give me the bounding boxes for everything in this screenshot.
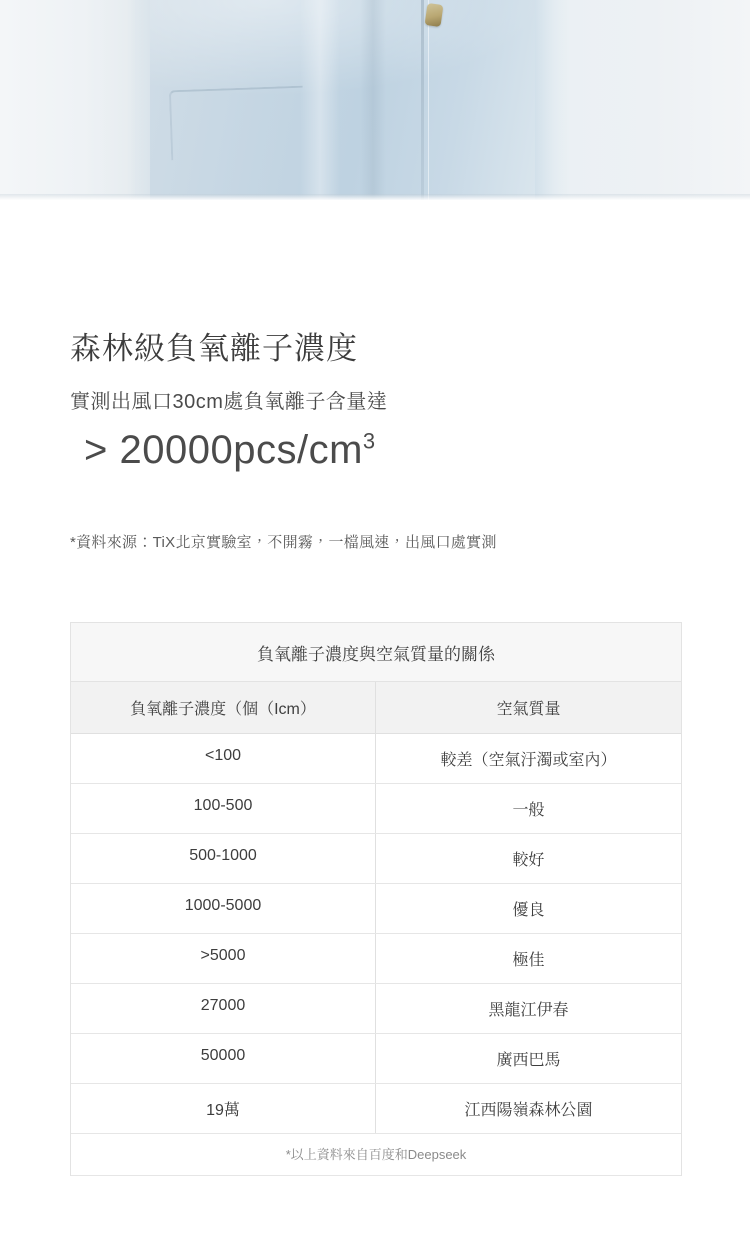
table-cell-quality: 江西陽嶺森林公園 <box>464 1102 593 1120</box>
table-cell-quality: 優良 <box>512 902 545 920</box>
ion-concentration-table <box>70 622 682 1176</box>
table-row <box>71 1084 681 1134</box>
garment-pocket <box>169 86 305 161</box>
table-cell-quality: 黑龍江伊春 <box>488 1002 569 1020</box>
garment-seam <box>421 0 424 200</box>
table-cell-concentration: 1000-5000 <box>71 884 376 933</box>
table-row <box>71 934 681 984</box>
source-note: *資料來源：TiX北京實驗室，不開霧，一檔風速，出風口處實測 <box>70 534 497 552</box>
table-header-cell-0: 負氧離子濃度（個（Icm） <box>71 682 376 733</box>
table-row <box>71 834 681 884</box>
table-cell-quality: 較好 <box>512 852 545 870</box>
subtitle: 實測出風口30cm處負氧離子含量達 <box>70 391 388 414</box>
table-cell-quality: 廣西巴馬 <box>496 1052 561 1070</box>
table-cell-concentration: 50000 <box>71 1034 376 1083</box>
table-row <box>71 1034 681 1084</box>
table-cell-concentration: <100 <box>71 734 376 783</box>
table-header-cell-1: 空氣質量 <box>496 701 561 719</box>
big-value-text: > 20000pcs/cm <box>84 428 363 473</box>
hero-image <box>0 0 750 200</box>
table-cell-concentration: 19萬 <box>71 1084 376 1133</box>
garment-button <box>425 3 444 27</box>
table-row <box>71 734 681 784</box>
hero-bottom-fade <box>0 194 750 200</box>
table-cell-concentration: 27000 <box>71 984 376 1033</box>
table-title: 負氧離子濃度與空氣質量的關係 <box>71 623 681 682</box>
hero-left-falloff <box>0 0 150 200</box>
table-row <box>71 784 681 834</box>
table-cell-quality: 極佳 <box>512 952 545 970</box>
garment-fold-highlight <box>300 0 340 200</box>
table-cell-concentration: 100-500 <box>71 784 376 833</box>
table-cell-quality: 較差（空氣汙濁或室內） <box>440 752 617 770</box>
hero-right-falloff <box>535 0 750 200</box>
table-footnote: *以上資料來自百度和Deepseek <box>71 1134 681 1176</box>
garment-seam-highlight <box>428 0 429 200</box>
table-header-row <box>71 682 681 734</box>
text-section <box>0 330 750 552</box>
table-cell-quality: 一般 <box>512 802 545 820</box>
garment-fold-shadow <box>360 0 386 200</box>
table-cell-concentration: 500-1000 <box>71 834 376 883</box>
table-row <box>71 884 681 934</box>
table-row <box>71 984 681 1034</box>
big-value-exponent: 3 <box>362 428 376 454</box>
big-value <box>84 428 680 473</box>
page-title: 森林級負氧離子濃度 <box>70 331 358 366</box>
table-cell-concentration: >5000 <box>71 934 376 983</box>
